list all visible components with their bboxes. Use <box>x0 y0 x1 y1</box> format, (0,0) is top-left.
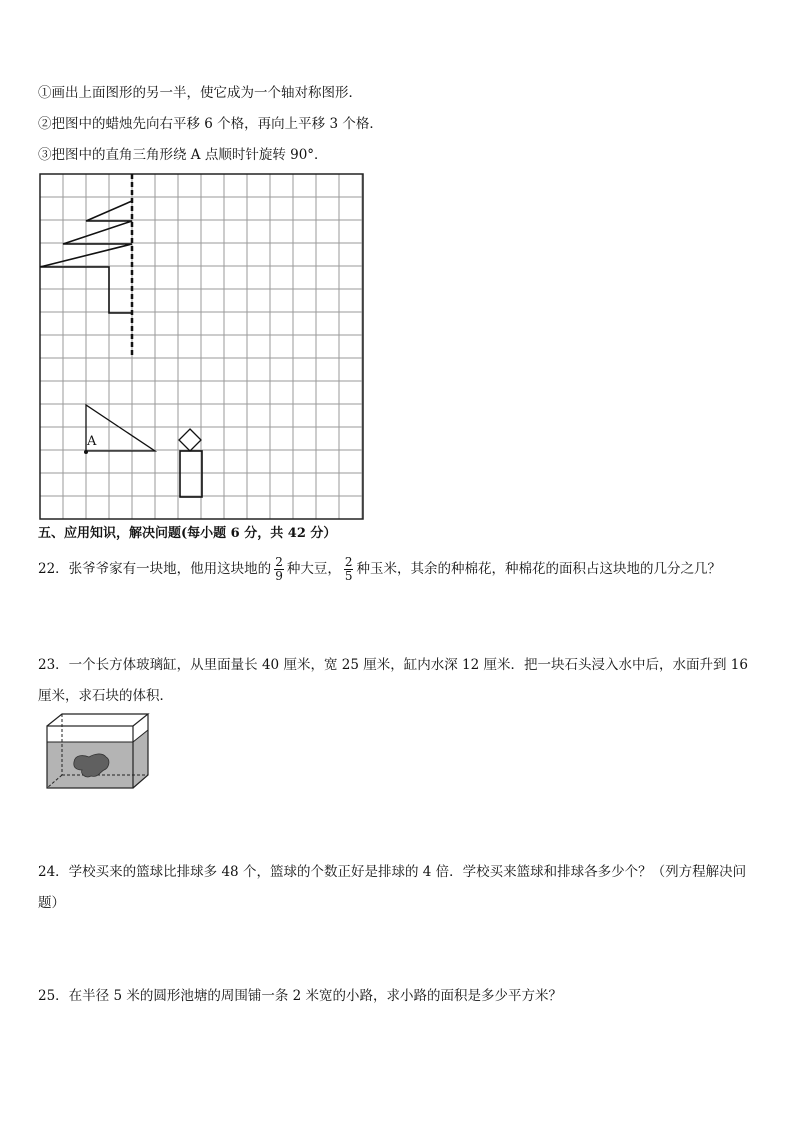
question-22 <box>38 556 721 583</box>
q22-frac2-num: 2 <box>344 555 353 569</box>
q22-fraction-2 <box>344 556 354 583</box>
q22-frac1-den: 9 <box>275 569 283 583</box>
q22-frac2-den: 5 <box>344 569 353 583</box>
question-24-line-2: 题） <box>38 895 65 911</box>
candle-flame <box>179 429 201 451</box>
q22-fraction-1 <box>274 556 284 583</box>
instruction-3: ③把图中的直角三角形绕 A 点顺时针旋转 90°． <box>38 147 328 163</box>
point-a <box>84 450 88 454</box>
q22-frac1-num: 2 <box>275 555 283 569</box>
candle-body <box>180 451 202 497</box>
question-23-line-2: 厘米，求石块的体积． <box>38 688 173 704</box>
instruction-2: ②把图中的蜡烛先向右平移 6 个格，再向上平移 3 个格． <box>38 116 383 132</box>
section-title: 五、应用知识，解决问题(每小题 6 分，共 42 分） <box>38 526 337 541</box>
question-25: 25．在半径 5 米的圆形池塘的周围铺一条 2 米宽的小路，求小路的面积是多少平方米？ <box>38 988 563 1004</box>
point-a-label: A <box>87 434 97 449</box>
glass-tank-illustration <box>44 712 154 792</box>
grid-figure <box>39 173 364 521</box>
question-23-line-1: 23．一个长方体玻璃缸，从里面量长 40 厘米，宽 25 厘米，缸内水深 12 厘米．把一块石头浸入水中后，水面升到 16 <box>38 657 748 673</box>
instruction-1: ①画出上面图形的另一半，使它成为一个轴对称图形． <box>38 85 362 101</box>
q22-mid: 种大豆， <box>286 561 341 577</box>
question-24-line-1: 24．学校买来的篮球比排球多 48 个，篮球的个数正好是排球的 4 倍．学校买来篮球和排球各多少个？（列方程解决问 <box>38 864 747 880</box>
q22-prefix: 22．张爷爷家有一块地，他用这块地的 <box>38 561 272 577</box>
q22-suffix: 种玉米，其余的种棉花，种棉花的面积占这块地的几分之几？ <box>356 561 721 577</box>
